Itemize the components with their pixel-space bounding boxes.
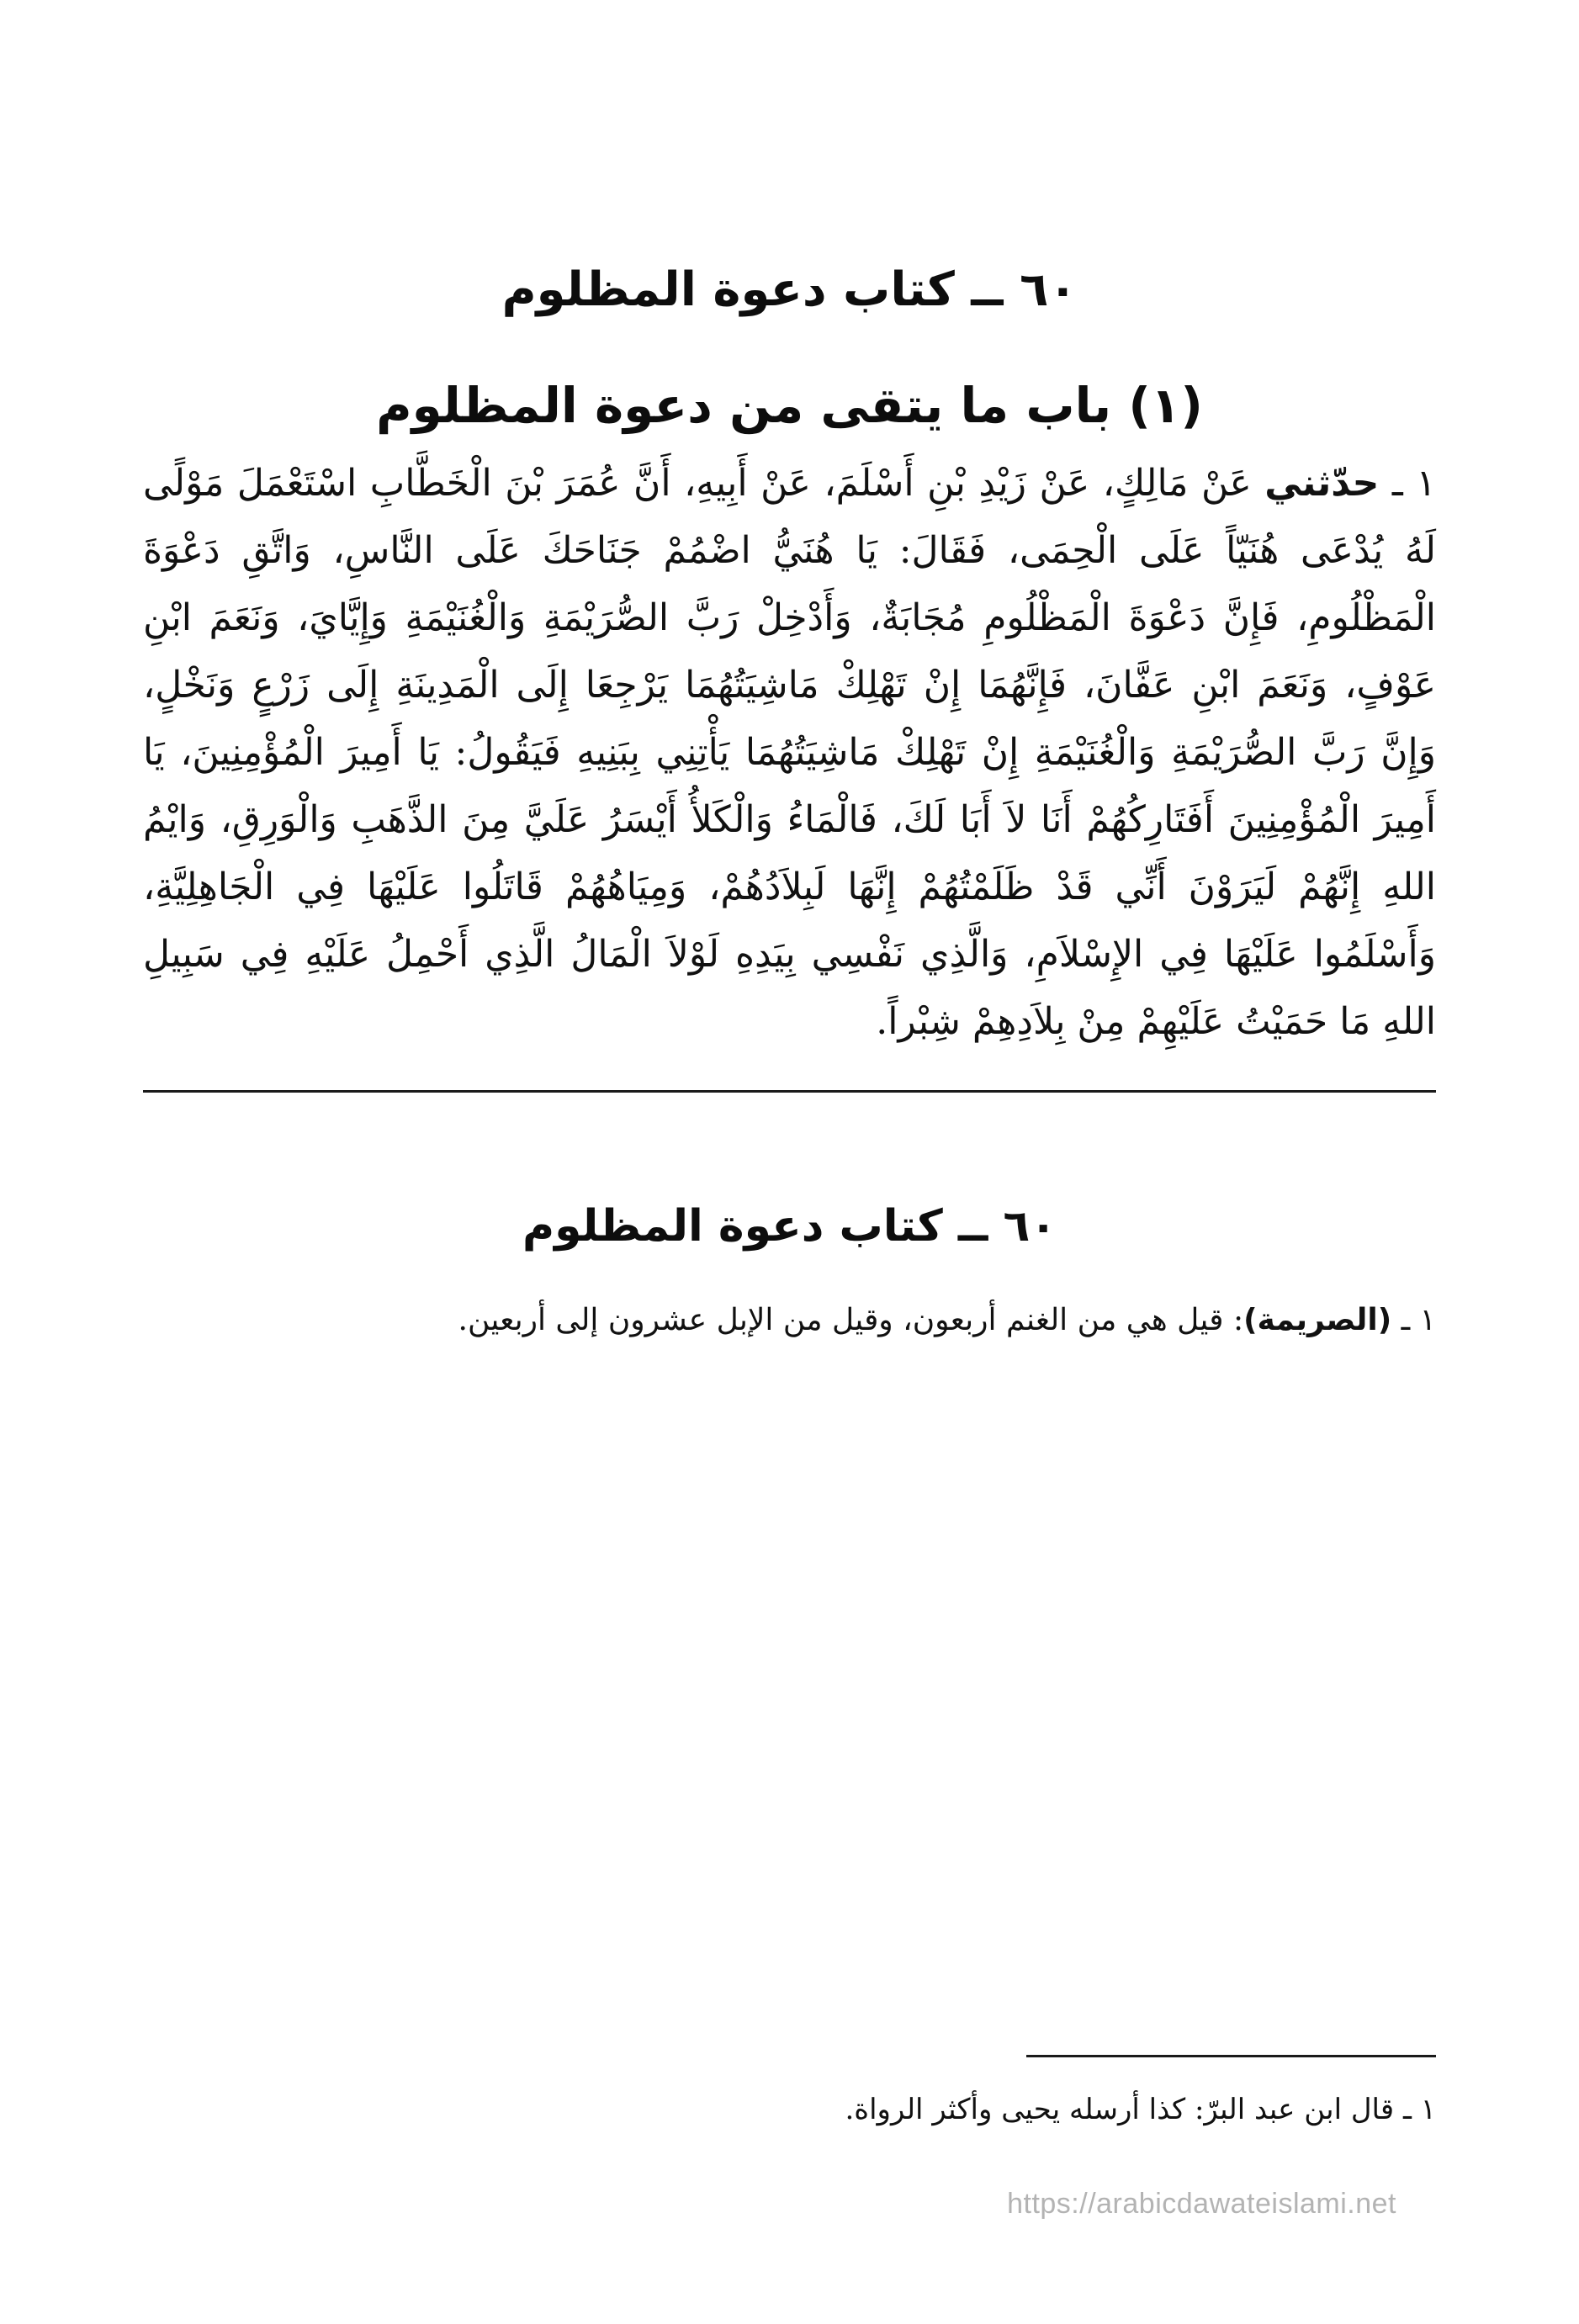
- commentary-term: (الصريمة): [1243, 1303, 1392, 1337]
- hadith-paragraph: [143, 450, 1436, 1056]
- chapter-title: (١) باب ما يتقى من دعوة المظلوم: [376, 377, 1203, 434]
- hadith-lead-word: حدّثني: [1264, 462, 1380, 505]
- hadith-number: ١ ـ: [1391, 462, 1436, 505]
- footnote-divider: [1026, 2055, 1436, 2057]
- commentary-book-title: ٦٠ ــ كتاب دعوة المظلوم: [522, 1201, 1057, 1252]
- hadith-text: عَنْ مَالِكٍ، عَنْ زَيْدِ بْنِ أَسْلَمَ، عَنْ أَبِيهِ، أَنَّ عُمَرَ بْنَ الْخَطَّابِ اسْتَعْمَلَ مَوْلًى لَهُ يُدْعَى هُنَيّاً عَلَى الْحِمَى، فَقَالَ: يَا هُنَيُّ اضْمُمْ جَنَاحَكَ عَلَى النَّاسِ، وَاتَّقِ دَعْوَةَ الْمَظْلُومِ، فَإِنَّ دَعْوَةَ الْمَظْلُومِ مُجَابَةٌ، وَأَدْخِلْ رَبَّ الصُّرَيْمَةِ وَالْغُنَيْمَةِ وَإِيَّايَ، وَنَعَمَ ابْنِ عَوْفٍ، وَنَعَمَ ابْنِ عَفَّانَ، فَإِنَّهُمَا إِنْ تَهْلِكْ مَاشِيَتُهُمَا يَرْجِعَا إِلَى الْمَدِينَةِ إِلَى زَرْعٍ وَنَخْلٍ، وَإِنَّ رَبَّ الصُّرَيْمَةِ وَالْغُنَيْمَةِ إِنْ تَهْلِكْ مَاشِيَتُهُمَا يَأْتِنِي بِبَنِيهِ فَيَقُولُ: يَا أَمِيرَ الْمُؤْمِنِينَ، يَا أَمِيرَ الْمُؤْمِنِينَ أَفَتَارِكُهُمْ أَنَا لاَ أَبَا لَكَ، فَالْمَاءُ وَالْكَلأُ أَيْسَرُ عَلَيَّ مِنَ الذَّهَبِ وَالْوَرِقِ، وَايْمُ اللهِ إِنَّهُمْ لَيَرَوْنَ أَنِّي قَدْ ظَلَمْتُهُمْ إِنَّهَا لَبِلاَدُهُمْ، وَمِيَاهُهُمْ قَاتَلُوا عَلَيْهَا فِي الْجَاهِلِيَّةِ، وَأَسْلَمُوا عَلَيْهَا فِي الإِسْلاَمِ، وَالَّذِي نَفْسِي بِيَدِهِ لَوْلاَ الْمَالُ الَّذِي أَحْمِلُ عَلَيْهِ فِي سَبِيلِ اللهِ مَا حَمَيْتُ عَلَيْهِمْ مِنْ بِلاَدِهِمْ شِبْراً.: [143, 462, 1436, 1043]
- commentary-text: : قيل هي من الغنم أربعون، وقيل من الإبل عشرون إلى أربعين.: [458, 1303, 1244, 1337]
- book-title: ٦٠ ــ كتاب دعوة المظلوم: [501, 262, 1078, 317]
- section-divider: [143, 1090, 1436, 1093]
- footnote: ١ ـ قال ابن عبد البرّ: كذا أرسله يحيى وأكثر الرواة.: [845, 2093, 1436, 2126]
- watermark-url: https://arabicdawateislami.net: [1007, 2188, 1396, 2220]
- commentary-note: [143, 1295, 1436, 1346]
- commentary-number: ١ ـ: [1401, 1303, 1436, 1337]
